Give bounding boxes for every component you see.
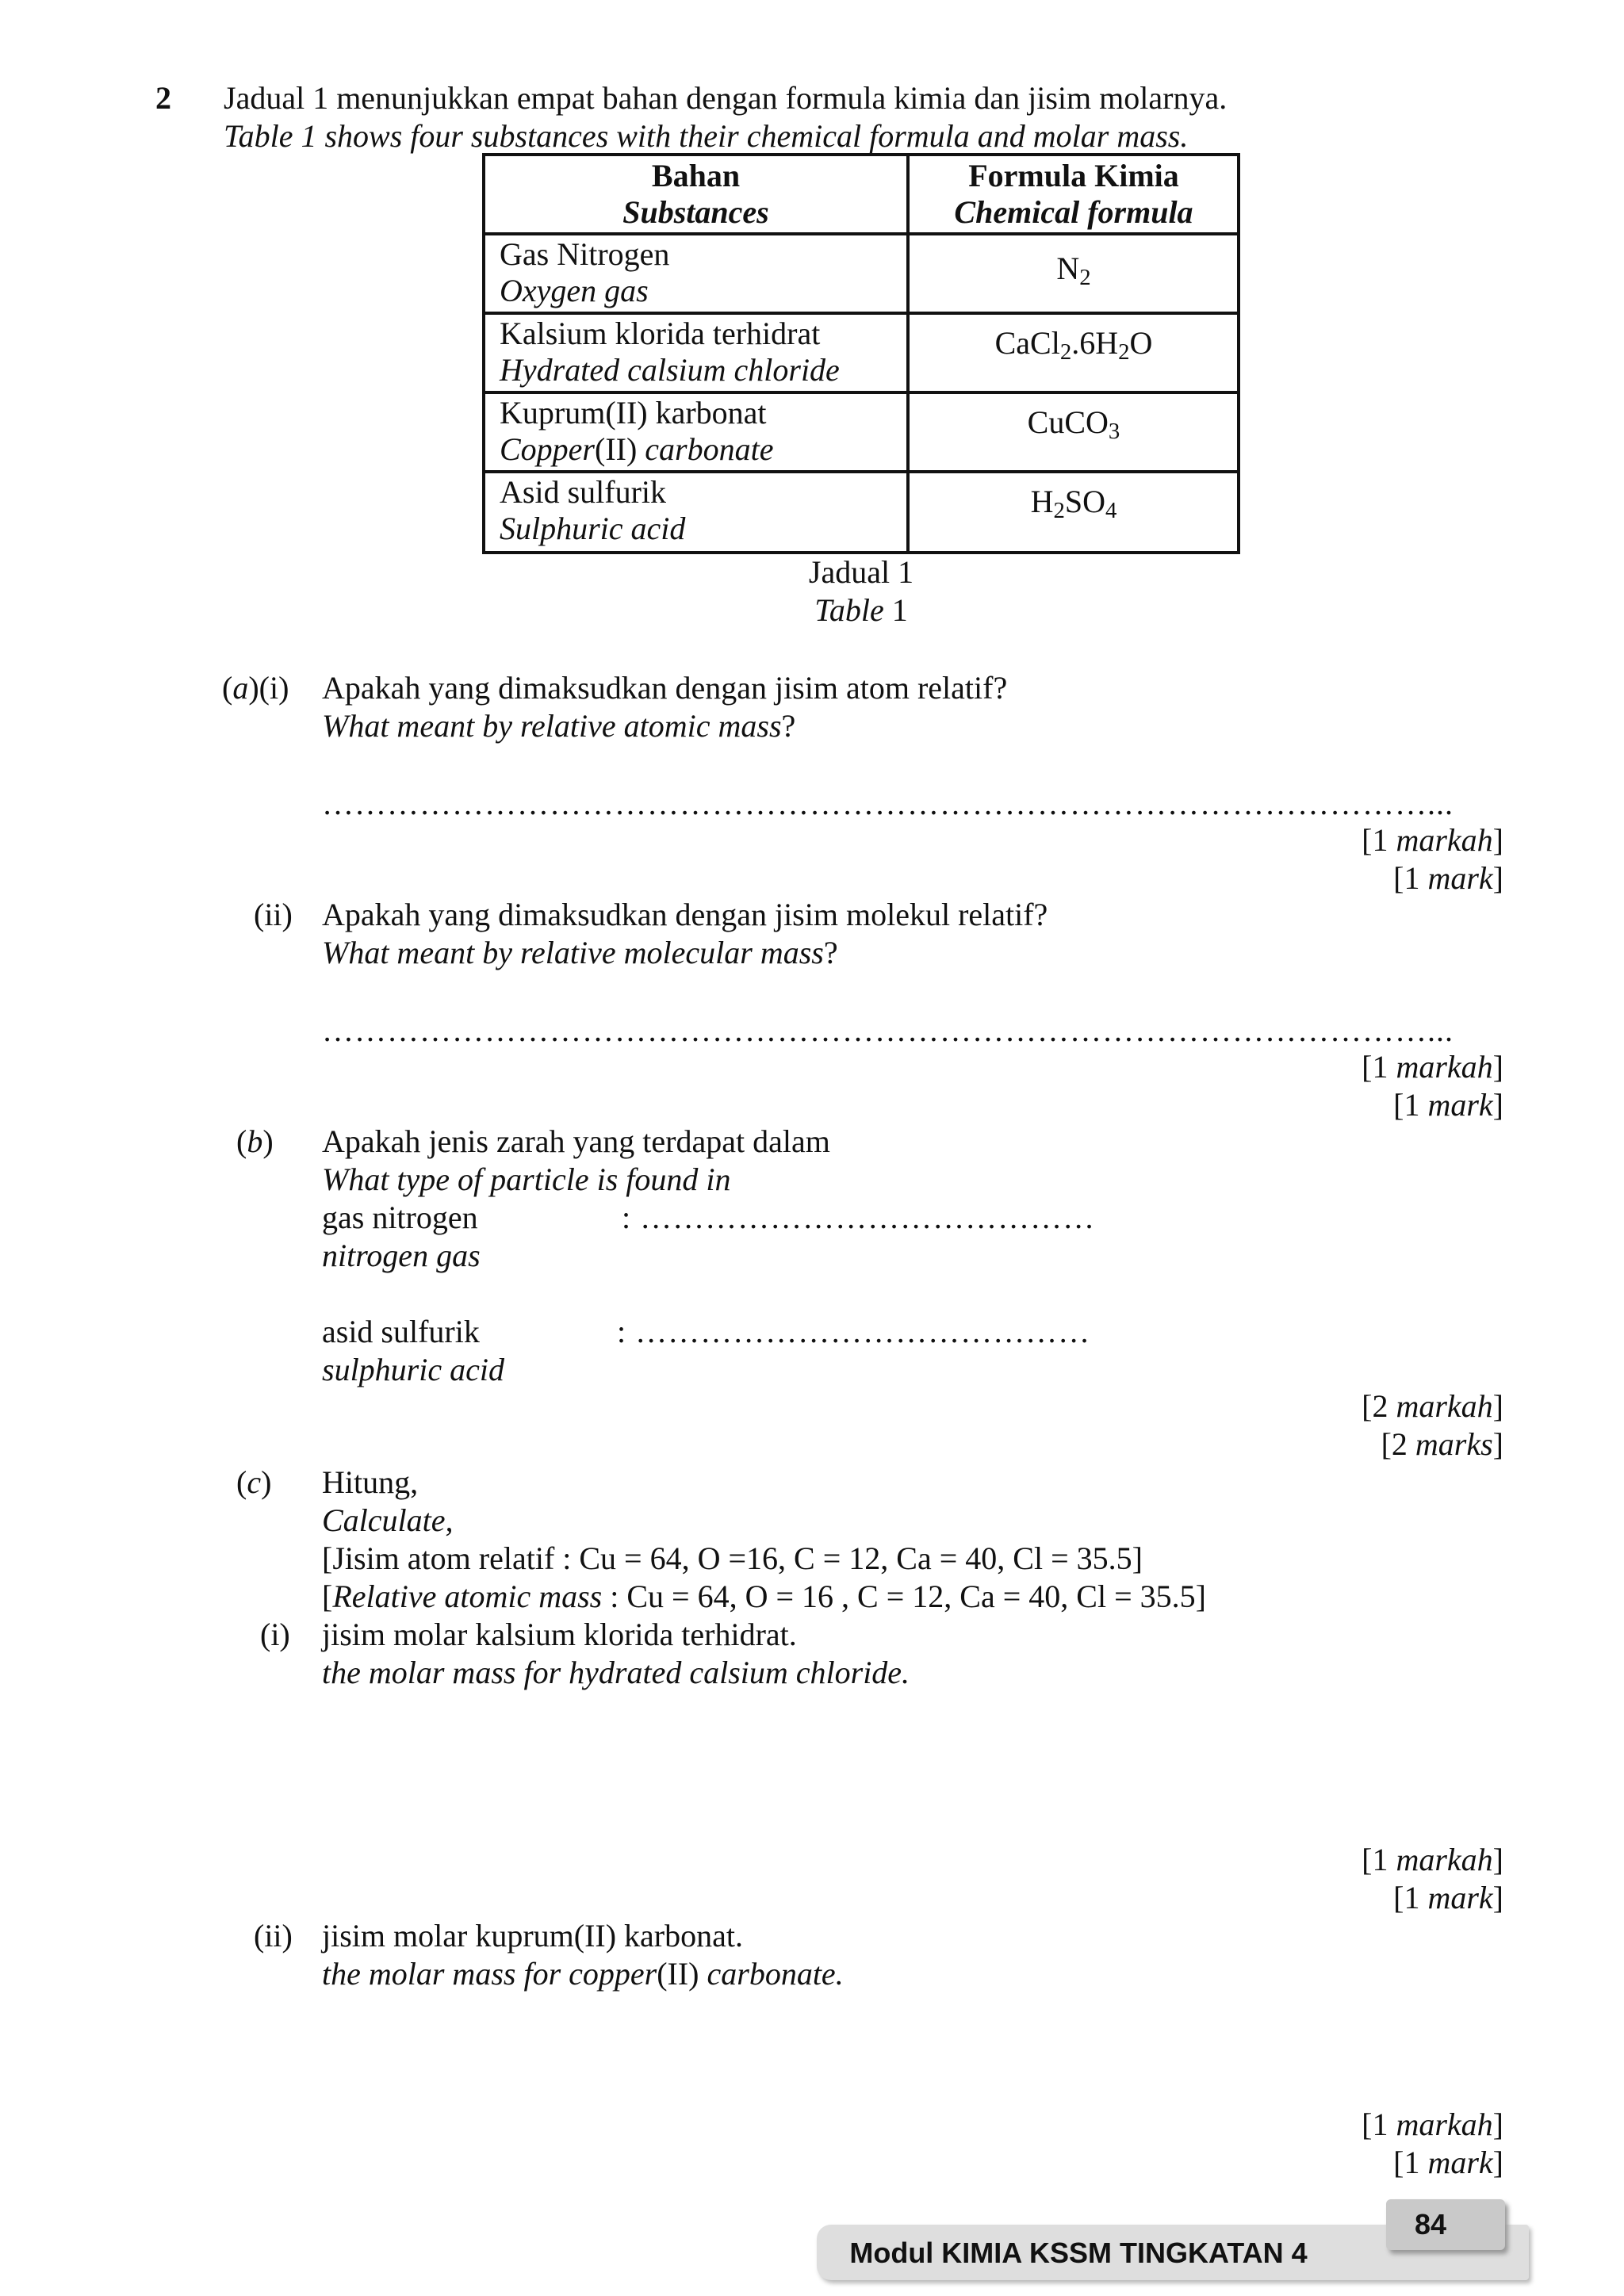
part-b-item1-en: nitrogen gas (322, 1238, 481, 1273)
table-cell-formula: $CaCl_2.6H_2O$ (994, 325, 1153, 365)
answer-line[interactable]: …………………………………………………………………………………………... (322, 786, 1454, 821)
answer-line[interactable]: : …………………………………… (617, 1314, 1091, 1349)
mark-allocation-ms: [1 markah] (1362, 822, 1503, 858)
part-b-question-ms: Apakah jenis zarah yang terdapat dalam (322, 1123, 830, 1159)
table-cell-formula: $H_2SO_4$ (1030, 484, 1117, 524)
part-a-i-question-ms: Apakah yang dimaksudkan dengan jisim atom relatif? (322, 670, 1008, 706)
table-cell-formula: $N_2$ (1056, 251, 1091, 291)
part-a-label: (a)(i) (222, 670, 289, 706)
part-a-ii-question-en: What meant by relative molecular mass? (322, 935, 838, 970)
relative-atomic-mass-ms: [Jisim atom relatif : Cu = 64, O =16, C = 12, Ca = 40, Cl = 35.5] (322, 1540, 1143, 1576)
part-b-item1-ms: gas nitrogen (322, 1200, 478, 1235)
table-cell-substance-en: Copper(II) carbonate (500, 431, 774, 467)
part-c-i-question-ms: jisim molar kalsium klorida terhidrat. (322, 1617, 797, 1652)
relative-atomic-mass-en: [Relative atomic mass : Cu = 64, O = 16 , C = 12, Ca = 40, Cl = 35.5] (322, 1578, 1206, 1614)
table-header-col1-ms: Bahan (651, 158, 741, 193)
table-cell-substance-ms: Asid sulfurik (500, 474, 666, 510)
part-a-ii-question-ms: Apakah yang dimaksudkan dengan jisim molekul relatif? (322, 897, 1048, 932)
mark-allocation-ms: [1 markah] (1362, 1842, 1503, 1877)
part-c-ii-question-ms: jisim molar kuprum(II) karbonat. (322, 1918, 743, 1954)
table-caption-ms: Jadual 1 (808, 554, 914, 590)
table-cell-substance-en: Sulphuric acid (500, 511, 686, 546)
mark-allocation-en: [1 mark] (1393, 2145, 1503, 2180)
table-header-col1-en: Substances (622, 194, 769, 230)
table-cell-substance-ms: Gas Nitrogen (500, 236, 670, 272)
mark-allocation-ms: [1 markah] (1362, 1049, 1503, 1085)
question-number: 2 (155, 80, 171, 116)
table-caption-en: Table 1 (814, 592, 908, 628)
table-cell-formula: CuCO$_3$ (1027, 404, 1120, 445)
mark-allocation-en: [2 marks] (1381, 1426, 1503, 1462)
mark-allocation-ms: [1 markah] (1362, 2107, 1503, 2142)
part-c-ii-question-en: the molar mass for copper(II) carbonate. (322, 1956, 844, 1992)
substances-table (482, 153, 1240, 554)
part-a-ii-label: (ii) (254, 897, 293, 932)
mark-allocation-ms: [2 markah] (1362, 1388, 1503, 1424)
mark-allocation-en: [1 mark] (1393, 1880, 1503, 1915)
part-c-i-question-en: the molar mass for hydrated calsium chloride. (322, 1655, 910, 1690)
question-intro-ms: Jadual 1 menunjukkan empat bahan dengan formula kimia dan jisim molarnya. (224, 80, 1228, 116)
table-cell-substance-en: Hydrated calsium chloride (500, 352, 840, 388)
page-number: 84 (1414, 2208, 1447, 2241)
answer-line[interactable]: : …………………………………… (622, 1200, 1096, 1235)
part-b-label: (b) (236, 1123, 274, 1159)
table-header-col2-en: Chemical formula (954, 194, 1193, 230)
footer-module-title: Modul KIMIA KSSM TINGKATAN 4 (849, 2237, 1308, 2269)
part-c-i-label: (i) (260, 1617, 290, 1652)
table-header-col2-ms: Formula Kimia (968, 158, 1179, 193)
question-intro-en: Table 1 shows four substances with their chemical formula and molar mass. (224, 118, 1189, 154)
part-c-instruction-en: Calculate, (322, 1502, 454, 1538)
mark-allocation-en: [1 mark] (1393, 1087, 1503, 1123)
part-b-question-en: What type of particle is found in (322, 1161, 731, 1197)
table-cell-substance-ms: Kalsium klorida terhidrat (500, 316, 821, 351)
part-c-ii-label: (ii) (254, 1918, 293, 1954)
part-c-label: (c) (236, 1464, 272, 1500)
part-a-i-question-en: What meant by relative atomic mass? (322, 708, 796, 744)
table-cell-substance-en: Oxygen gas (500, 273, 649, 308)
part-b-item2-en: sulphuric acid (322, 1352, 504, 1387)
part-b-item2-ms: asid sulfurik (322, 1314, 480, 1349)
part-c-instruction-ms: Hitung, (322, 1464, 419, 1500)
mark-allocation-en: [1 mark] (1393, 860, 1503, 896)
answer-line[interactable]: …………………………………………………………………………………………... (322, 1012, 1454, 1048)
table-cell-substance-ms: Kuprum(II) karbonat (500, 395, 767, 430)
